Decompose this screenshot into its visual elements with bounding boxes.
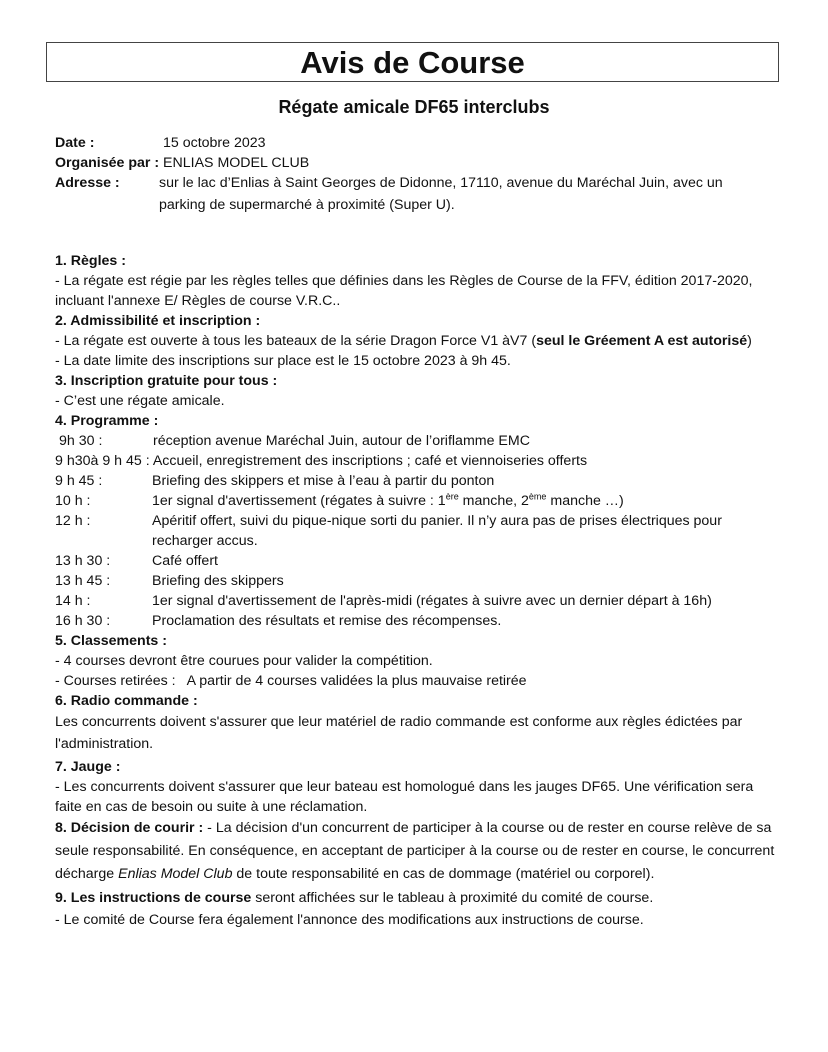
program-item [55,551,780,571]
program-text-part: 1er signal d'avertissement (régates à suivre : 1 [152,493,446,509]
address-line-1: sur le lac d’Enlias à Saint Georges de Didonne, 17110, avenue du Maréchal Juin, avec un [159,175,723,191]
program-item [55,451,780,471]
superscript: ème [528,491,547,502]
section-2-deadline: - La date limite des inscriptions sur place est le 15 octobre 2023 à 9h 45. [55,353,511,369]
organizer-label: Organisée par : [55,155,160,171]
section-1-text: - La régate est régie par les règles telles que définies dans les Règles de Course de la FFV, édition 2017-2020, incluant l'annexe E/ Règles de course V.R.C.. [55,273,753,309]
section-5-line-1: - 4 courses devront être courues pour valider la compétition. [55,653,433,669]
date-label: Date : [55,135,95,151]
section-2-heading: 2. Admissibilité et inscription : [55,313,261,329]
section-5-line-2: - Courses retirées : A partir de 4 courses validées la plus mauvaise retirée [55,673,527,689]
program-text: Apéritif offert, suivi du pique-nique sorti du panier. Il n’y aura pas de prises électriques pour recharger accus. [152,513,722,549]
section-2-text-a: - La régate est ouverte à tous les bateaux de la série Dragon Force V1 àV7 ( [55,333,537,349]
section-3-text: - C’est une régate amicale. [55,393,225,409]
program-text: Briefing des skippers et mise à l’eau à partir du ponton [152,473,495,489]
program-time: 9h 30 : [59,433,103,449]
document-body [55,133,780,931]
program-item [55,431,780,451]
program-text-part: manche …) [546,493,624,509]
program-text: Accueil, enregistrement des inscriptions ; café et viennoiseries offerts [152,453,588,469]
program-text: Proclamation des résultats et remise des récompenses. [152,613,502,629]
program-item [55,611,780,631]
program-item [55,511,780,551]
organizer-row [55,153,780,173]
section-8-club-name: Enlias Model Club [118,866,233,882]
program-item [55,491,780,511]
section-9-text: seront affichées sur le tableau à proximité du comité de course. [251,890,654,906]
section-2-text-b: ) [747,333,752,349]
program-text: réception avenue Maréchal Juin, autour de l’oriflamme EMC [153,433,530,449]
section-6-heading: 6. Radio commande : [55,693,198,709]
program-time: 12 h : [55,513,91,529]
address-row-2 [55,195,780,217]
program-time: 14 h : [55,593,91,609]
section-8 [55,817,780,886]
section-2-text-bold: seul le Gréement A est autorisé [536,333,748,349]
program-time: 10 h : [55,493,91,509]
date-value: 15 octobre 2023 [163,135,266,151]
address-row [55,173,780,195]
date-row [55,133,780,153]
program-time: 13 h 30 : [55,553,111,569]
section-3-heading: 3. Inscription gratuite pour tous : [55,373,278,389]
document-subtitle: Régate amicale DF65 interclubs [278,97,550,117]
program-time: 16 h 30 : [55,613,111,629]
program-text-part: manche, 2 [458,493,529,509]
program-text: 1er signal d'avertissement de l'après-midi (régates à suivre avec un dernier départ à 16h) [152,593,712,609]
section-9 [55,887,780,909]
organizer-value: ENLIAS MODEL CLUB [163,155,310,171]
section-4-heading: 4. Programme : [55,413,159,429]
section-6-text: Les concurrents doivent s'assurer que leur matériel de radio commande est conforme aux règles édictées par l'administration. [55,714,743,752]
program-time: 9 h30à 9 h 45 : [55,453,150,469]
program-time: 9 h 45 : [55,473,103,489]
section-1-heading: 1. Règles : [55,253,126,269]
section-8-text-a: - La décision d'un concurrent de participer à la course ou de rester en course relève de sa seule responsabilité. En conséquence, en acceptant de participer à la course ou de rester en course, le concurrent décharge [55,820,775,882]
program-text [152,491,624,511]
address-line-2: parking de supermarché à proximité (Super U). [159,197,455,213]
superscript: ère [445,491,459,502]
section-5-heading: 5. Classements : [55,633,167,649]
address-label: Adresse : [55,175,120,191]
program-text: Briefing des skippers [152,573,284,589]
document-title: Avis de Course [46,42,779,82]
section-8-text-b: de toute responsabilité en cas de dommage (matériel ou corporel). [232,866,655,882]
section-2-text [55,331,780,351]
section-7-text: - Les concurrents doivent s'assurer que leur bateau est homologué dans les jauges DF65. Une vérification sera faite en cas de besoin ou suite à une réclamation. [55,779,754,815]
program-text: Café offert [152,553,218,569]
section-9-heading: 9. Les instructions de course [55,890,252,906]
section-7-heading: 7. Jauge : [55,759,121,775]
program-time: 13 h 45 : [55,573,111,589]
program-item [55,471,780,491]
section-9-line-2: - Le comité de Course fera également l'annonce des modifications aux instructions de course. [55,912,644,928]
program-item [55,571,780,591]
section-8-heading: 8. Décision de courir : [55,820,204,836]
program-item [55,591,780,611]
